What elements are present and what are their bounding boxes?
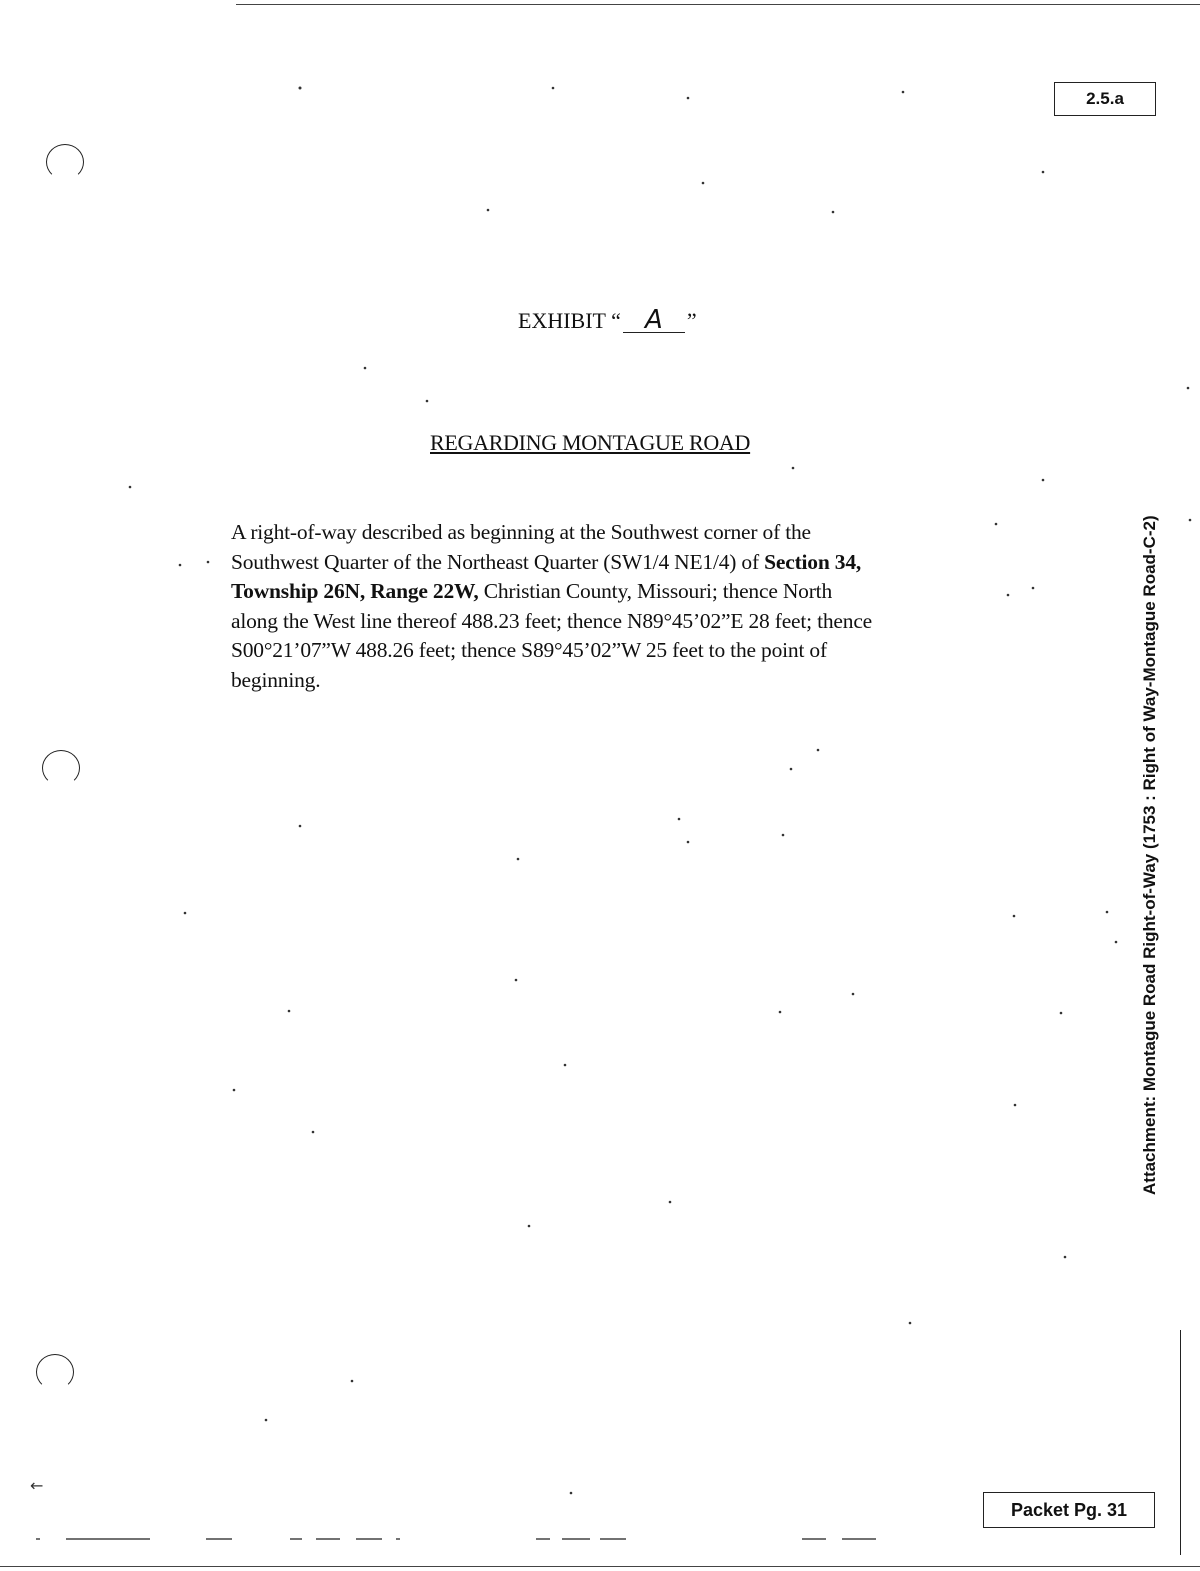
exhibit-prefix: EXHIBIT “ (518, 308, 621, 333)
page-tag: 2.5.a (1054, 82, 1156, 116)
right-edge-line (1180, 1330, 1181, 1555)
top-rule (236, 4, 1200, 5)
punch-hole-middle (42, 750, 80, 786)
paragraph-bold-text: Section 34, (764, 549, 862, 574)
paragraph-line (231, 577, 1011, 607)
paragraph-text: Southwest Quarter of the Northeast Quarter (SW1/4 NE1/4) of (231, 549, 765, 574)
paragraph-line: A right-of-way described as beginning at the Southwest corner of the (231, 520, 811, 544)
exhibit-suffix: ” (686, 308, 697, 333)
footer-scan-dashes (0, 1530, 1200, 1550)
exhibit-letter: A (623, 308, 685, 333)
paragraph-text: Christian County, Missouri; thence North (478, 579, 833, 603)
paragraph-bold-text: Township 26N, Range 22W, (231, 579, 479, 603)
paragraph-line: beginning. (231, 667, 321, 692)
document-heading: REGARDING MONTAGUE ROAD (430, 430, 751, 455)
margin-arrow-mark: ← (30, 1476, 44, 1495)
paragraph-line: along the West line thereof 488.23 feet; thence N89°45’02”E 28 feet; thence (231, 608, 873, 633)
bottom-rule (0, 1566, 1200, 1567)
punch-hole-bottom (36, 1354, 74, 1390)
legal-description (231, 518, 1011, 695)
paragraph-line (231, 548, 1011, 578)
packet-page-number: Packet Pg. 31 (983, 1492, 1155, 1528)
paragraph-line: S00°21’07”W 488.26 feet; thence S89°45’02”W 25 feet to the point of (231, 638, 827, 662)
punch-hole-top (46, 144, 84, 180)
side-attachment-label: Attachment: Montague Road Right-of-Way (1753 : Right of Way-Montague Road-C-2) (1140, 515, 1159, 1195)
exhibit-title (518, 305, 697, 335)
